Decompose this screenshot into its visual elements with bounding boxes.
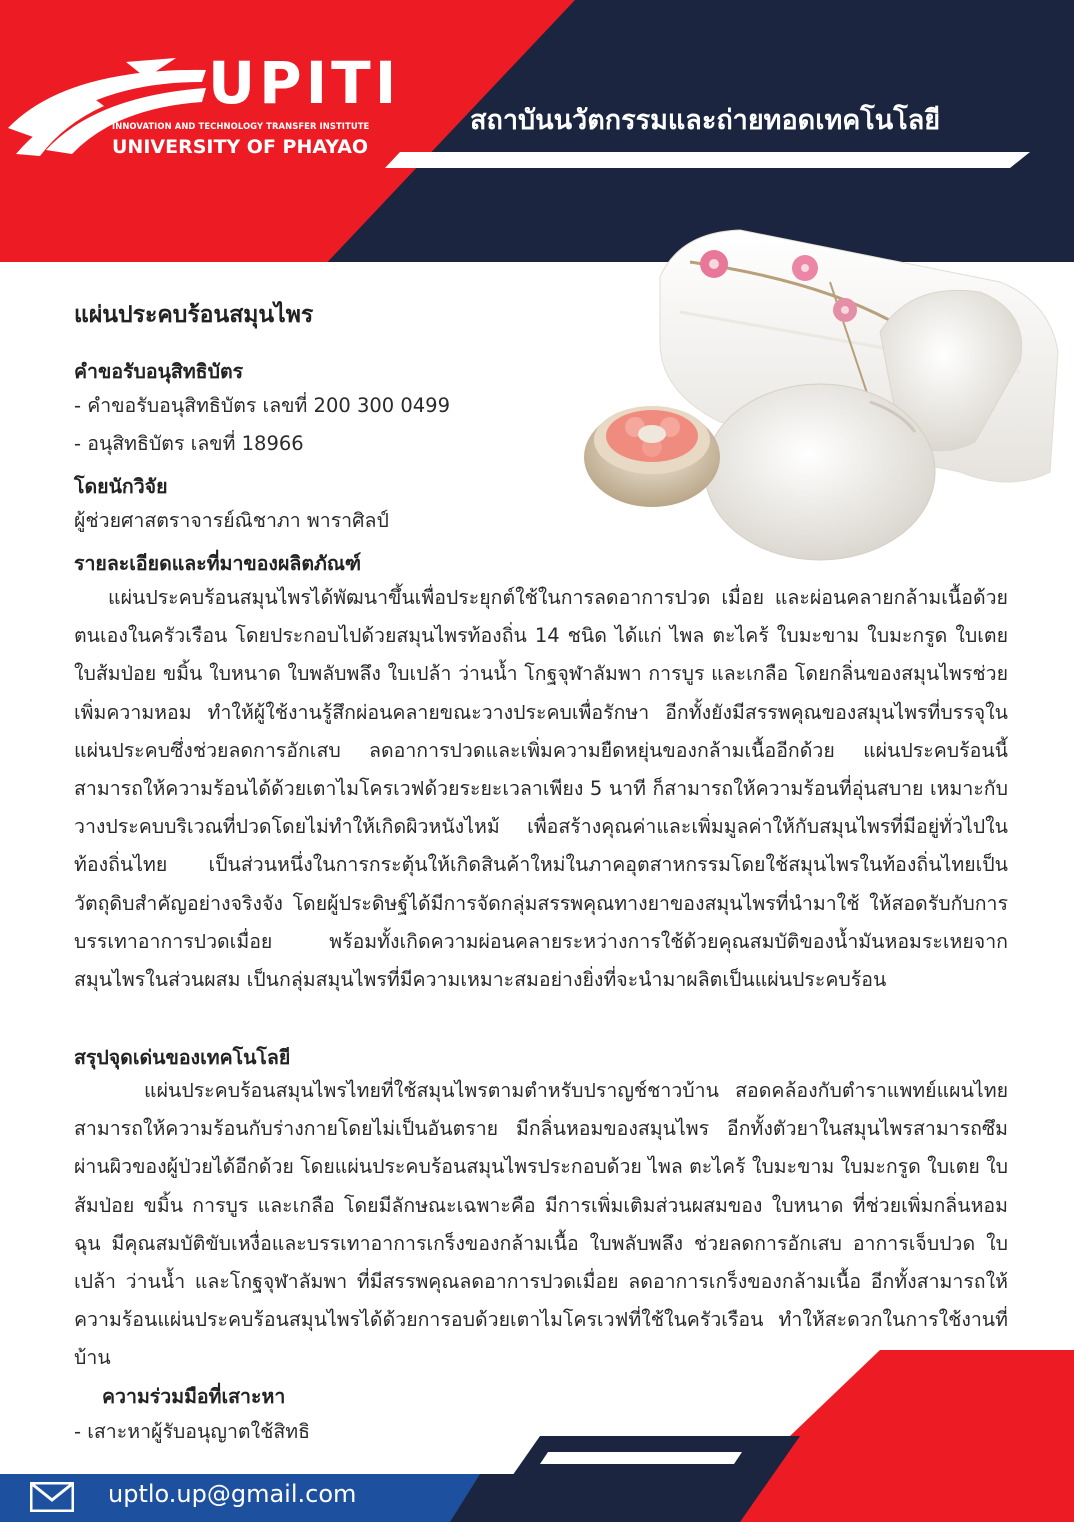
detail-heading: รายละเอียดและที่มาของผลิตภัณฑ์ <box>74 552 362 575</box>
highlight-text: แผ่นประคบร้อนสมุนไพรไทยที่ใช้สมุนไพรตามตำหรับปราญช์ชาวบ้าน สอดคล้องกับตำราแพทย์แผนไทย สามารถให้ความร้อนกับร่างกายโดยไม่เป็นอันตราย มีกลิ่นหอมของสมุนไพร อีกทั้งตัวยาในสมุนไพรสามารถซึมผ่านผิวของผู้ป่วยได้อีกด้วย โดยแผ่นประคบร้อนสมุนไพรประกอบด้วย ไพล ตะไคร้ ใบมะขาม ใบมะกรูด ใบเตย ใบส้มป่อย ขมิ้น การบูร และเกลือ โดยมีลักษณะเฉพาะคือ มีการเพิ่มเติมส่วนผสมของ ใบหนาด ที่ช่วยเพิ่มกลิ่นหอมฉุน มีคุณสมบัติขับเหงื่อและบรรเทาอาการเกร็งของกล้ามเนื้อ ใบพลับพลึง ช่วยลดการอักเสบ อาการเจ็บปวด ใบเปล้า ว่านน้ำ และโกฐจุฬาลัมพา ที่มีสรรพคุณลดอาการปวดเมื่อย ลดอาการเกร็งของกล้ามเนื้อ อีกทั้งสามารถให้ความร้อนแผ่นประคบร้อนสมุนไพรได้ด้วยการอบด้วยเตาไมโครเวฟที่ใช้ในครัวเรือน ทำให้สะดวกในการใช้งานที่บ้าน <box>74 1079 1008 1370</box>
logo-university: UNIVERSITY OF PHAYAO <box>112 136 369 158</box>
product-title: แผ่นประคบร้อนสมุนไพร <box>74 302 314 328</box>
cooperation-item: - เสาะหาผู้รับอนุญาตใช้สิทธิ <box>74 1420 310 1443</box>
cooperation-heading: ความร่วมมือที่เสาะหา <box>102 1385 286 1408</box>
researcher-heading: โดยนักวิจัย <box>74 475 168 498</box>
detail-paragraph <box>74 579 1008 999</box>
detail-text: แผ่นประคบร้อนสมุนไพรได้พัฒนาขึ้นเพื่อประยุกต์ใช้ในการลดอาการปวด เมื่อย และผ่อนคลายกล้ามเนื้อด้วยตนเองในครัวเรือน โดยประกอบไปด้วยสมุนไพรท้องถิ่น 14 ชนิด ได้แก่ ไพล ตะไคร้ ใบมะขาม ใบมะกรูด ใบเตย ใบส้มป่อย ขมิ้น ใบหนาด ใบพลับพลึง ใบเปล้า ว่านน้ำ โกฐจุฬาลัมพา การบูร และเกลือ โดยกลิ่นของสมุนไพรช่วยเพิ่มความหอม ทำให้ผู้ใช้งานรู้สึกผ่อนคลายขณะวางประคบเพื่อรักษา อีกทั้งยังมีสรรพคุณของสมุนไพรที่บรรจุในแผ่นประคบซึ่งช่วยลดการอักเสบ ลดอาการปวดและเพิ่มความยืดหยุ่นของกล้ามเนื้ออีกด้วย แผ่นประคบร้อนนี้สามารถให้ความร้อนได้ด้วยเตาไมโครเวฟด้วยระยะเวลาเพียง 5 นาที ก็สามารถให้ความร้อนที่อุ่นสบาย เหมาะกับวางประคบบริเวณที่ปวดโดยไม่ทำให้เกิดผิวหนังไหม้ เพื่อสร้างคุณค่าและเพิ่มมูลค่าให้กับสมุนไพรที่มีอยู่ทั่วไปในท้องถิ่นไทย เป็นส่วนหนึ่งในการกระตุ้นให้เกิดสินค้าใหม่ในภาคอุตสาหกรรมโดยใช้สมุนไพรในท้องถิ่นไทยเป็นวัตถุดิบสำคัญอย่างจริงจัง โดยผู้ประดิษฐ์ได้มีการจัดกลุ่มสรรพคุณทางยาของสมุนไพรที่นำมาใช้ ให้สอดรับกับการบรรเทาอาการปวดเมื่อย พร้อมทั้งเกิดความผ่อนคลายระหว่างการใช้ด้วยคุณสมบัติของน้ำมันหอมระเหยจากสมุนไพรในส่วนผสม เป็นกลุ่มสมุนไพรที่มีความเหมาะสมอย่างยิ่งที่จะนำมาผลิตเป็นแผ่นประคบร้อน <box>74 586 1008 992</box>
highlight-heading: สรุปจุดเด่นของเทคโนโลยี <box>74 1046 291 1069</box>
highlight-paragraph <box>74 1072 1008 1378</box>
logo-name: UPITI <box>208 49 401 117</box>
envelope-icon <box>30 1482 74 1512</box>
institute-title: สถาบันนวัตกรรมและถ่ายทอดเทคโนโลยี <box>470 105 941 136</box>
product-photo <box>580 222 1060 567</box>
researcher-name: ผู้ช่วยศาสตราจารย์ณิชาภา พาราศิลป์ <box>74 509 389 532</box>
patent-item: - คำขอรับอนุสิทธิบัตร เลขที่ 200 300 0499 <box>74 394 450 417</box>
contact-email[interactable]: uptlo.up@gmail.com <box>108 1480 357 1508</box>
patent-item: - อนุสิทธิบัตร เลขที่ 18966 <box>74 432 304 455</box>
logo-subtitle: INNOVATION AND TECHNOLOGY TRANSFER INSTITUTE <box>112 121 370 131</box>
patent-heading: คำขอรับอนุสิทธิบัตร <box>74 360 244 383</box>
